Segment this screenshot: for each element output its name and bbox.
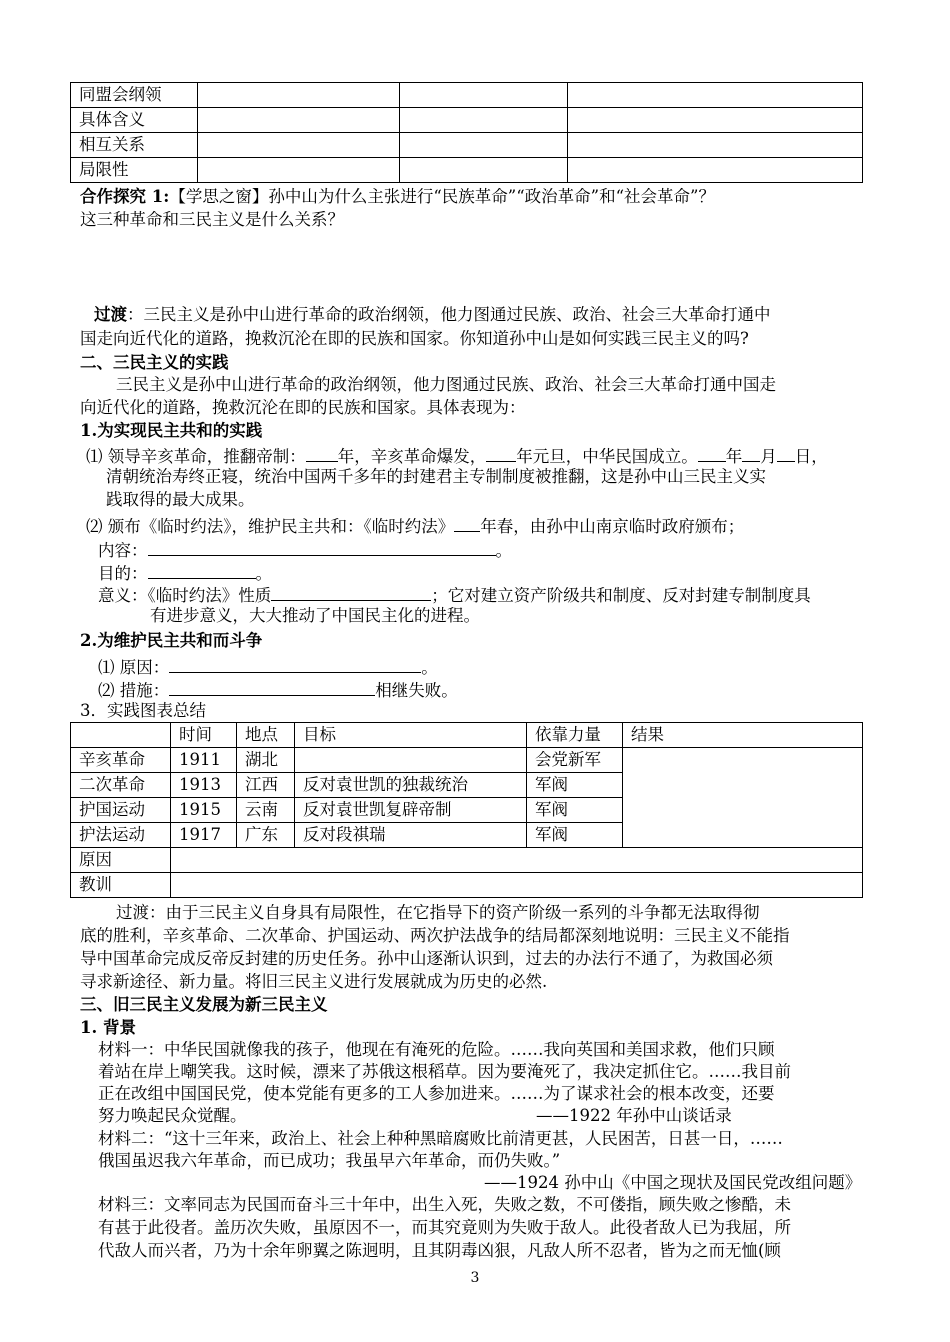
table-row: 教训 (71, 873, 863, 898)
table-row: 二次革命 1913 江西 反对袁世凯的独裁统治 军阀 (71, 773, 863, 798)
transition-2-line-1: 过渡：由于三民主义自身具有局限性，在它指导下的资产阶级一系列的斗争都无法取得彻 (116, 903, 760, 922)
row-label: 局限性 (71, 158, 198, 183)
sec2-sub-3: 3．实践图表总结 (80, 701, 206, 720)
header-force: 依靠力量 (527, 723, 623, 748)
material-1-line-4: 努力唤起民众觉醒。 (98, 1106, 247, 1125)
cause-field: ⑴ 原因： 。 (98, 654, 438, 679)
coop-line-2: 这三种革命和三民主义是什么关系？ (80, 210, 344, 229)
sec2-p1-line-2: 清朝统治寿终正寝，统治中国两千多年的封建君主专制制度被推翻，这是孙中山三民主义实 (106, 467, 766, 486)
material-2-source: ——1924 孙中山《中国之现状及国民党改组问题》 (484, 1173, 862, 1192)
material-3-line-2: 有甚于此役者。盖历次失败，虽原因不一，而其究竟则为失败于敌人。此役者敌人已为我屈，所 (98, 1218, 791, 1237)
section-3-heading: 三、旧三民主义发展为新三民主义 (80, 995, 328, 1014)
material-2-line-1: 材料二：“这十三年来，政治上、社会上种种黑暗腐败比前清更甚，人民困苦，日甚一日，…… (98, 1129, 783, 1148)
transition-2-line-4: 寻求新途径、新力量。将旧三民主义进行发展就成为历史的必然. (80, 972, 548, 991)
table-row (71, 158, 863, 183)
header-time: 时间 (171, 723, 237, 748)
section-2-heading: 二、三民主义的实践 (80, 353, 229, 372)
header-result: 结果 (623, 723, 863, 748)
material-3-line-3: 代敌人而兴者，乃为十余年卵翼之陈迥明，且其阴毒凶狠，凡敌人所不忍者，皆为之而无恤(顾 (98, 1241, 781, 1260)
row-label: 相互关系 (71, 133, 198, 158)
sec3-sub-1: 1. 背景 (80, 1018, 136, 1037)
table-row (71, 133, 863, 158)
sec2-p1-line-3: 践取得的最大成果。 (106, 490, 255, 509)
table-row: 原因 (71, 848, 863, 873)
material-3-line-1: 材料三：文率同志为民国而奋斗三十年中，出生入死，失败之数，不可偻指，顾失败之惨酷，未 (98, 1195, 791, 1214)
sec2-sub-2: 2.为维护民主共和而斗争 (80, 631, 263, 650)
table-header-row (71, 723, 863, 748)
transition-2-line-2: 底的胜利，辛亥革命、二次革命、护国运动、两次护法战争的结局都深刻地说明：三民主义不能指 (80, 926, 790, 945)
table-row: 辛亥革命 1911 湖北 会党新军 (71, 748, 863, 773)
material-1-line-2: 着站在岸上嘲笑我。这时候，漂来了苏俄这根稻草。因为要淹死了，我决定抓住它。……我目前 (98, 1062, 791, 1081)
practice-summary-table (70, 722, 863, 898)
material-2-line-2: 俄国虽迟我六年革命，而已成功；我虽早六年革命，而仍失败。” (98, 1151, 561, 1170)
row-label: 同盟会纲领 (71, 83, 198, 108)
table-row (71, 83, 863, 108)
sec2-intro-1: 三民主义是孙中山进行革命的政治纲领，他力图通过民族、政治、社会三大革命打通中国走 (116, 375, 776, 394)
table-row: 护国运动 1915 云南 反对袁世凯复辟帝制 军阀 (71, 798, 863, 823)
material-1-source: ——1922 年孙中山谈话录 (536, 1106, 732, 1125)
sec2-p2-line: ⑵ 颁布《临时约法》，维护民主共和：《临时约法》 年春，由孙中山南京临时政府颁布； (86, 513, 744, 538)
sec2-intro-2: 向近代化的道路，挽救沉沦在即的民族和国家。具体表现为： (80, 398, 526, 417)
sec2-p1-line-1: ⑴ 领导辛亥革命，推翻帝制： 年，辛亥革命爆发， 年元旦，中华民国成立。 年 月 日， (86, 443, 828, 468)
page-number: 3 (470, 1270, 480, 1286)
material-1-line-3: 正在改组中国国民党，使本党能有更多的工人参加进来。……为了谋求社会的根本改变，还要 (98, 1084, 775, 1103)
meaning-line-2: 有进步意义，大大推动了中国民主化的进程。 (150, 606, 480, 625)
sec2-sub-1: 1.为实现民主共和的实践 (80, 421, 263, 440)
measure-field: ⑵ 措施： 相继失败。 (98, 677, 458, 702)
coop-line-1: 合作探究 1:【学思之窗】孙中山为什么主张进行“民族革命”“政治革命”和“社会革命”？ (80, 187, 715, 206)
material-1-line-1: 材料一：中华民国就像我的孩子，他现在有淹死的危险。……我向英国和美国求救，他们只顾 (98, 1040, 775, 1059)
transition-2-line-3: 导中国革命完成反帝反封建的历史任务。孙中山逐渐认识到，过去的办法行不通了，为救国必须 (80, 949, 773, 968)
header-place: 地点 (237, 723, 295, 748)
tongmenghui-table (70, 82, 863, 183)
table-row (71, 108, 863, 133)
meaning-line-1: 意义：《临时约法》性质 ；它对建立资产阶级共和制度、反对封建专制制度具 (98, 582, 811, 607)
row-label: 具体含义 (71, 108, 198, 133)
transition-1-line-2: 国走向近代化的道路，挽救沉沦在即的民族和国家。你知道孙中山是如何实践三民主义的吗? (80, 329, 749, 348)
purpose-field: 目的： 。 (98, 560, 272, 585)
table-row: 护法运动 1917 广东 反对段祺瑞 军阀 (71, 823, 863, 848)
header-goal: 目标 (295, 723, 527, 748)
content-field: 内容： 。 (98, 537, 512, 562)
transition-1-line-1: 过渡：三民主义是孙中山进行革命的政治纲领，他力图通过民族、政治、社会三大革命打通中 (94, 305, 771, 324)
result-cell (623, 748, 863, 848)
